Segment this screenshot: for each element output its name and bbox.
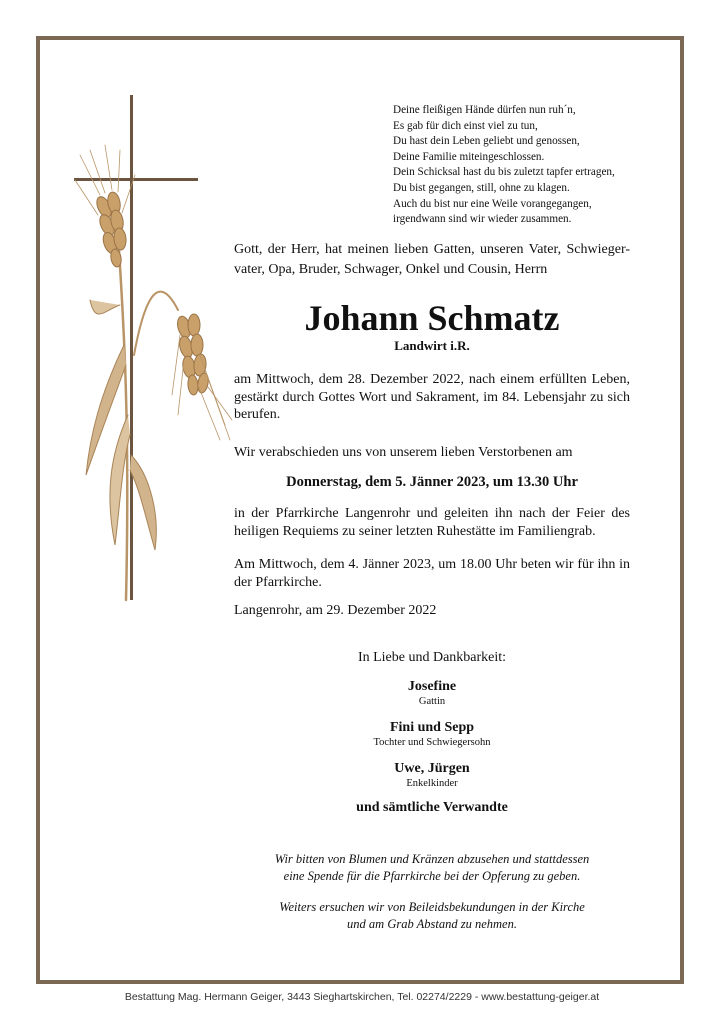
flowers-note — [234, 851, 630, 885]
condolence-note — [234, 899, 630, 933]
mourner-name: Uwe, Jürgen — [394, 761, 470, 776]
poem-line: Deine fleißigen Hände dürfen nun ruh´n, — [393, 104, 576, 116]
wheat-icon — [75, 145, 232, 600]
mourner-name: Fini und Sepp — [389, 720, 475, 735]
funeral-place-paragraph: in der Pfarrkirche Langenrohr und geleiten ihn nach der Feier des heiligen Requiems zu seiner letzten Ruhestätte im Familiengrab. — [234, 506, 630, 539]
place-date: Langenrohr, am 29. Dezember 2022 — [234, 603, 437, 618]
mourners-closing: und sämtliche Verwandte — [356, 800, 508, 815]
mourner-group — [234, 760, 630, 791]
mourner-name: Josefine — [407, 679, 457, 694]
note-line: Weiters ersuchen wir von Beileidsbekundungen in der Kirche — [279, 900, 585, 914]
mourner-group — [234, 719, 630, 750]
mourners-heading: In Liebe und Dankbarkeit: — [357, 650, 507, 665]
mourner-role: Tochter und Schwiegersohn — [373, 737, 491, 748]
prayer-paragraph: Am Mittwoch, dem 4. Jänner 2023, um 18.00 Uhr beten wir für ihn in der Pfarrkirche. — [234, 557, 630, 590]
mourner-role: Gattin — [418, 696, 446, 707]
poem-line: Dein Schicksal hast du bis zuletzt tapfer ertragen, — [393, 166, 615, 179]
footer: Bestattung Mag. Hermann Geiger, 3443 Sieghartskirchen, Tel. 02274/2229 - www.bestattung-geiger.at — [124, 991, 600, 1003]
mourner-role: Enkelkinder — [406, 778, 458, 789]
funeral-date: Donnerstag, dem 5. Jänner 2023, um 13.30 Uhr — [286, 474, 578, 490]
intro-text: Gott, der Herr, hat meinen lieben Gatten, unseren Vater, Schwieger-vater, Opa, Bruder, Schwager, Onkel und Cousin, Herrn — [234, 242, 630, 277]
cross-wheat-illustration — [60, 95, 240, 605]
deceased-title: Landwirt i.R. — [394, 338, 470, 353]
poem-line: Du bist gegangen, still, ohne zu klagen. — [393, 181, 570, 194]
deceased-name: Johann Schmatz — [304, 298, 560, 338]
mourner-group — [234, 678, 630, 709]
poem-line: Deine Familie miteingeschlossen. — [393, 150, 545, 163]
poem — [393, 103, 683, 228]
poem-line: irgendwann sind wir wieder zusammen. — [393, 213, 572, 226]
note-line: Wir bitten von Blumen und Kränzen abzusehen und stattdessen — [274, 852, 590, 866]
death-paragraph: am Mittwoch, dem 28. Dezember 2022, nach einem erfüllten Leben, gestärkt durch Gottes Wort und Sakrament, im 84. Lebensjahr zu sich berufen. — [234, 372, 630, 422]
poem-line: Es gab für dich einst viel zu tun, — [393, 119, 538, 132]
note-line: und am Grab Abstand zu nehmen. — [347, 917, 517, 931]
poem-line: Auch du bist nur eine Weile vorangegangen, — [393, 197, 592, 210]
note-line: eine Spende für die Pfarrkirche bei der Opferung zu geben. — [283, 869, 581, 883]
poem-line: Du hast dein Leben geliebt und genossen, — [393, 135, 580, 148]
farewell-intro: Wir verabschieden uns von unserem lieben Verstorbenen am — [234, 445, 573, 460]
